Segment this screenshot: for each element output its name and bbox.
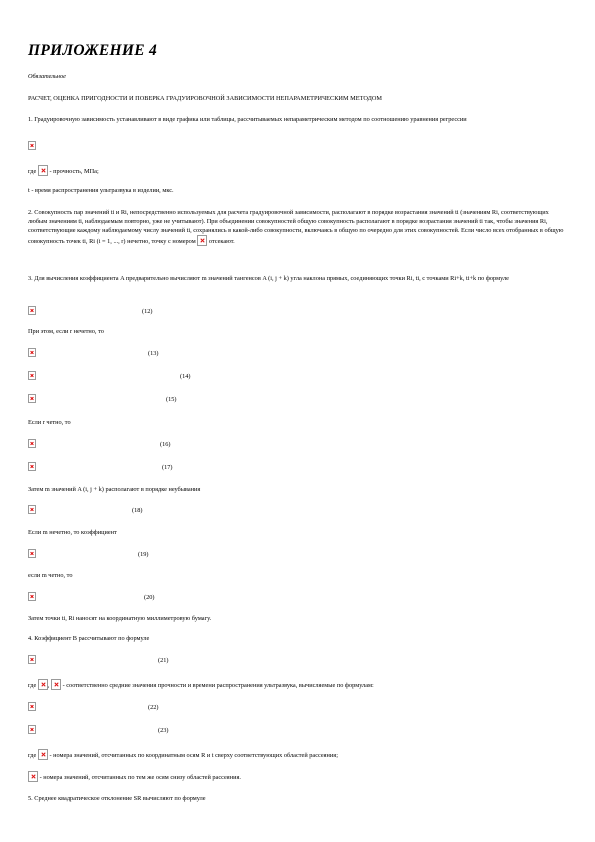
formula-12 [28,306,568,316]
paragraph-2 [28,208,568,246]
where-prefix: где [28,682,37,689]
where-lower-numbers: - номера значений, отсчитанных по тем же осям снизу областей рассеяния. [39,774,241,781]
broken-image-icon [28,394,36,403]
formula-19 [28,549,568,559]
equation-number: (15) [166,396,177,403]
where-r-definition: - прочность, МПа; [49,168,99,175]
broken-image-icon [28,348,36,357]
odd-r-text: При этом, если r нечетно, то [28,328,104,335]
t-definition: t - время распространения ультразвука в изделии, мкс. [28,187,174,194]
broken-image-icon [28,439,36,448]
where-means-definition: - соответственно средние значения прочности и времени распространения ультразвука, вычисляемые по формулам: [62,682,374,689]
broken-image-icon [51,679,61,690]
broken-image-icon [197,235,207,246]
paragraph-5: 5. Среднее квадратическое отклонение SR вычисляют по формуле [28,795,206,802]
even-r-text: Если r четно, то [28,419,71,426]
formula-14 [28,371,568,381]
where-line-2: где , - соответственно средние значения прочности и времени распространения ультразвука, вычисляемые по формулам: [28,679,568,690]
where-upper-numbers: - номера значений, отсчитанных по координатным осям R и t сверху соответствующих областей рассеяния; [49,752,338,759]
formula-16 [28,439,568,449]
equation-number: (19) [138,551,149,558]
formula-17 [28,462,568,472]
broken-image-icon [28,592,36,601]
broken-image-icon [38,749,48,760]
where-prefix: где [28,752,37,759]
broken-image-icon [28,141,36,150]
paragraph-2-text: 2. Совокупность пар значений ti и Ri, непосредственно используемых для расчета градуировочной зависимости, располагают в порядке возрастания значений ti (значениям Ri, соответствующих любым значениям ti, наблюдаемым повторно, уже не учитывают). При объединении совокупностей общую совокупность располагают в порядке возрастания значений ti так, чтобы значения Ri, соответствующие каждому наблюдаемому числу значений ti, сохранялись в какой-либо совокупности, включаясь в общую по очередно для этих совокупностей. Если число всех отобранных в общую совокупность точек ti, Ri (i = 1, ..., r) нечетно, точку с номером [28,209,564,245]
odd-m-text: Если m нечетно, то коэффициент [28,529,117,536]
appendix-title: ПРИЛОЖЕНИЕ 4 [28,42,158,59]
equation-number: (13) [148,350,159,357]
equation-number: (21) [158,657,169,664]
equation-number: (14) [180,373,191,380]
where-prefix: где [28,168,37,175]
equation-number: (18) [132,507,143,514]
broken-image-icon [28,702,36,711]
formula-20 [28,592,568,602]
paragraph-2-tail: отсекают. [208,238,235,245]
broken-image-icon [28,771,38,782]
equation-number: (16) [160,441,171,448]
broken-image-icon [38,165,48,176]
paragraph-1: 1. Градуировочную зависимость устанавливают в виде графика или таблицы, рассчитываемых непараметрическим методом по соотношению уравнения регрессии [28,116,467,123]
plot-text: Затем точки ti, Ri наносят на координатную миллиметровую бумагу. [28,615,212,622]
broken-image-icon [28,462,36,471]
formula-22 [28,702,568,712]
where-line-1 [28,165,568,176]
paragraph-3: 3. Для вычисления коэффициента A предварительно вычисляют m значений тангенсов A (i, j + k) угла наклона прямых, соединяющих точки Ri, ti, с точками Ri+k, ti+k по формуле [28,275,509,282]
equation-number: (20) [144,594,155,601]
formula-18 [28,505,568,515]
formula-regression [28,141,568,151]
paragraph-4: 4. Коэффициент B рассчитывают по формуле [28,635,150,642]
sort-text: Затем m значений A (i, j + k) располагают в порядке неубывания [28,486,201,493]
formula-15 [28,394,568,404]
formula-21 [28,655,568,665]
broken-image-icon [28,655,36,664]
broken-image-icon [28,725,36,734]
broken-image-icon [38,679,48,690]
where-line-4 [28,771,568,782]
broken-image-icon [28,371,36,380]
even-m-text: если m четно, то [28,572,73,579]
formula-13 [28,348,568,358]
mandatory-label: Обязательное [28,73,66,80]
broken-image-icon [28,306,36,315]
equation-number: (12) [142,308,153,315]
formula-23 [28,725,568,735]
section-heading: РАСЧЕТ, ОЦЕНКА ПРИГОДНОСТИ И ПОВЕРКА ГРАДУИРОВОЧНОЙ ЗАВИСИМОСТИ НЕПАРАМЕТРИЧЕСКИМ МЕТОДОМ [28,95,383,102]
where-line-3 [28,749,568,760]
equation-number: (22) [148,704,159,711]
equation-number: (23) [158,727,169,734]
equation-number: (17) [162,464,173,471]
broken-image-icon [28,505,36,514]
broken-image-icon [28,549,36,558]
